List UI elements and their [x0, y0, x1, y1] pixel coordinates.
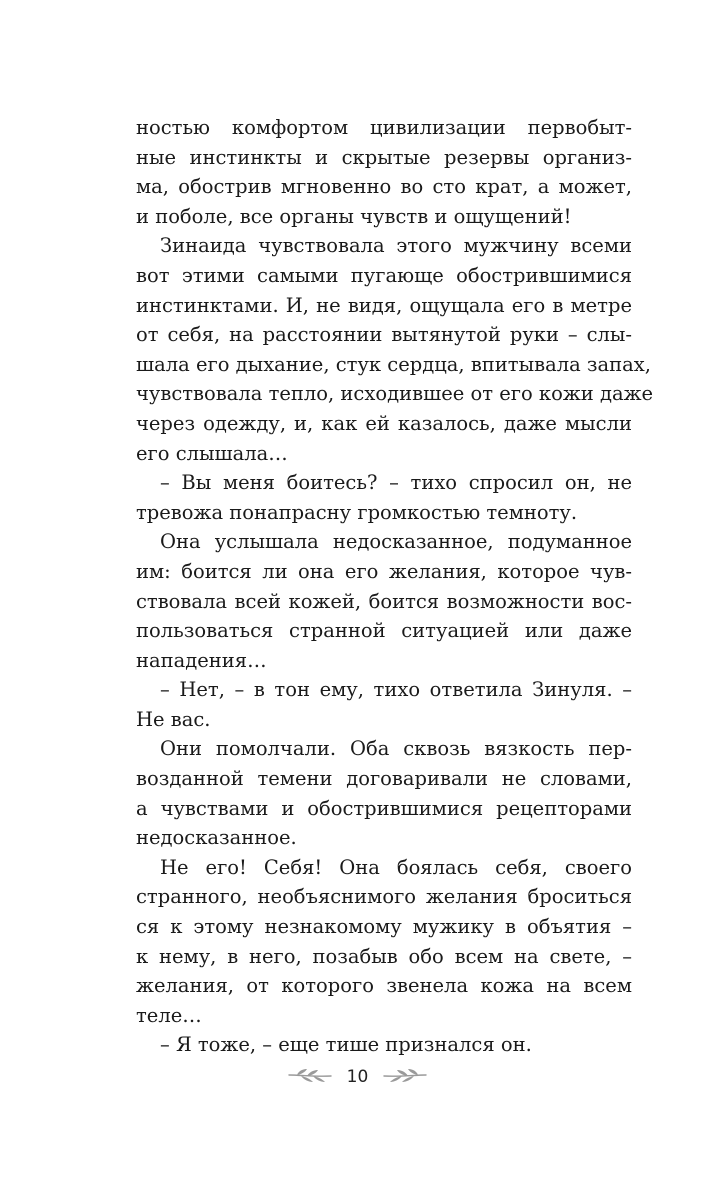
text-line: возданной темени договаривали не словами,: [136, 767, 632, 791]
text-line: и поболе, все органы чувств и ощущений!: [136, 204, 572, 228]
text-line: тревожа понапрасну громкостью темноту.: [136, 500, 578, 524]
page-footer: [0, 1062, 715, 1092]
page-body: [136, 113, 654, 1060]
text-line: а чувствами и обострившимися рецепторами: [136, 796, 632, 820]
text-line: пользоваться странной ситуацией или даже: [136, 619, 632, 643]
text-line: Не его! Себя! Она боялась себя, своего: [160, 855, 632, 879]
text-line: через одежду, и, как ей казалось, даже мысли: [136, 411, 632, 435]
text-line: Не вас.: [136, 707, 211, 731]
text-line: – Вы меня боитесь? – тихо спросил он, не: [160, 471, 632, 495]
paragraph: [136, 734, 632, 852]
paragraph: [136, 231, 654, 468]
text-line: теле…: [136, 1003, 202, 1027]
text-line: желания, от которого звенела кожа на всем: [136, 974, 632, 998]
text-line: от себя, на расстоянии вытянутой руки – слы-: [136, 323, 632, 347]
paragraph: [136, 527, 632, 675]
text-line: недосказанное.: [136, 826, 297, 850]
text-line: Зинаида чувствовала этого мужчину всеми: [160, 234, 632, 258]
text-line: ные инстинкты и скрытые резервы организ-: [136, 145, 632, 169]
text-line: шала его дыхание, стук сердца, впитывала запах,: [136, 352, 651, 376]
text-line: ствовала всей кожей, боится возможности вос-: [136, 589, 632, 613]
paragraph: [136, 1030, 632, 1060]
left-leaf-ornament-icon: [287, 1068, 333, 1086]
text-line: ностью комфортом цивилизации первобыт-: [136, 116, 632, 139]
text-line: им: боится ли она его желания, которое чув-: [136, 559, 632, 583]
text-line: – Я тоже, – еще тише признался он.: [160, 1033, 532, 1057]
paragraph: [136, 113, 632, 231]
text-line: вот этими самыми пугающе обострившимися: [136, 263, 632, 287]
paragraph: [136, 675, 632, 734]
right-leaf-ornament-icon: [382, 1068, 428, 1086]
paragraph: [136, 853, 632, 1031]
text-line: к нему, в него, позабыв обо всем на свете, –: [136, 944, 632, 968]
text-line: ся к этому незнакомому мужику в объятия –: [136, 915, 632, 939]
text-line: Она услышала недосказанное, подуманное: [160, 530, 632, 554]
text-line: нападения…: [136, 648, 267, 672]
text-line: Они помолчали. Оба сквозь вязкость пер-: [160, 737, 632, 761]
text-line: инстинктами. И, не видя, ощущала его в метре: [136, 293, 632, 317]
text-line: его слышала…: [136, 441, 288, 465]
text-line: чувствовала тепло, исходившее от его кожи даже: [136, 382, 654, 406]
text-line: странного, необъяснимого желания броситься: [136, 885, 632, 909]
text-line: ма, обострив мгновенно во сто крат, а может,: [136, 175, 632, 199]
text-line: – Нет, – в тон ему, тихо ответила Зинуля. –: [160, 678, 632, 702]
paragraph: [136, 468, 632, 527]
page-number: 10: [346, 1067, 369, 1087]
